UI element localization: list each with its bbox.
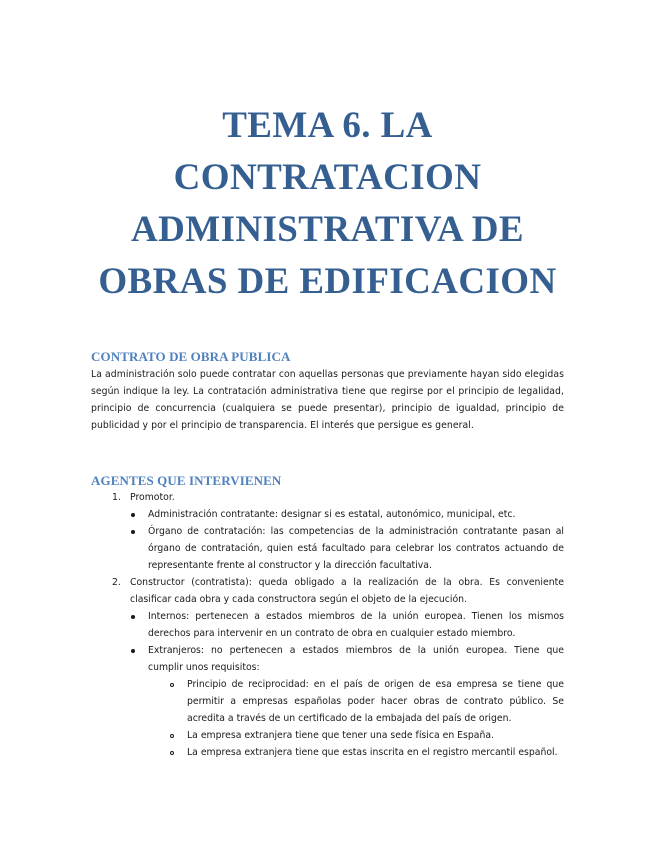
list-item-text: Extranjeros: no pertenecen a estados miembros de la unión europea. Tiene que (148, 645, 564, 656)
list-item-text: clasificar cada obra y cada constructora según el objeto de la ejecución. (130, 594, 468, 605)
list-number: 2. (112, 577, 121, 588)
document-title (60, 100, 595, 308)
sub-item-text: La empresa extranjera tiene que estas inscrita en el registro mercantil español. (187, 747, 558, 758)
sub-item-text: La empresa extranjera tiene que tener una sede física en España. (187, 730, 495, 741)
list-item-text: representante frente al constructor y la dirección facultativa. (148, 560, 432, 571)
title-line: OBRAS DE EDIFICACION (98, 261, 557, 302)
list-item-text: órgano de contratación, quien está facultado para celebrar los contratos actuando de (148, 543, 564, 554)
title-line: TEMA 6. LA (222, 105, 433, 146)
list-item-text: Internos: pertenecen a estados miembros de la unión europea. Tienen los mismos (148, 611, 564, 622)
sub-bullet-icon (170, 751, 174, 755)
bullet-icon (131, 530, 135, 534)
section-heading-agentes: AGENTES QUE INTERVIENEN (91, 473, 282, 488)
bullet-icon (131, 615, 135, 619)
list-item-text: Órgano de contratación: las competencias de la administración contratante pasan al (148, 526, 564, 537)
section-heading-contrato: CONTRATO DE OBRA PUBLICA (91, 349, 291, 364)
title-line: CONTRATACION (173, 157, 482, 198)
list-number: 1. (112, 492, 121, 503)
sub-item-text: acredita a través de un certificado de la embajada del país de origen. (187, 713, 512, 724)
title-line: ADMINISTRATIVA DE (131, 209, 524, 250)
list-item-text: derechos para intervenir en un contrato de obra en cualquier estado miembro. (148, 628, 516, 639)
list-item-text: Administración contratante: designar si es estatal, autonómico, municipal, etc. (148, 509, 516, 520)
list-item-promotor: Promotor. (130, 492, 175, 503)
section-paragraph-contrato: La administración solo puede contratar con aquellas personas que previamente hayan sido elegidas según indique la ley. La contratación administrativa tiene que regirse por el principio de legalidad, principio de concurrencia (cualquiera se puede presentar), principio de igualdad, principio de publicidad y por el principio de transparencia. El interés que persigue es general. (91, 369, 564, 431)
sub-item-text: Principio de reciprocidad: en el país de origen de esa empresa se tiene que (187, 679, 564, 690)
bullet-icon (131, 649, 135, 653)
list-item-text: Constructor (contratista): queda obligado a la realización de la obra. Es conveniente (130, 577, 564, 588)
sub-bullet-icon (170, 683, 174, 687)
sub-bullet-icon (170, 734, 174, 738)
sub-item-text: permitir a empresas españolas poder hacer obras de contrato público. Se (187, 696, 564, 707)
bullet-icon (131, 513, 135, 517)
list-item-text: cumplir unos requisitos: (148, 662, 260, 673)
